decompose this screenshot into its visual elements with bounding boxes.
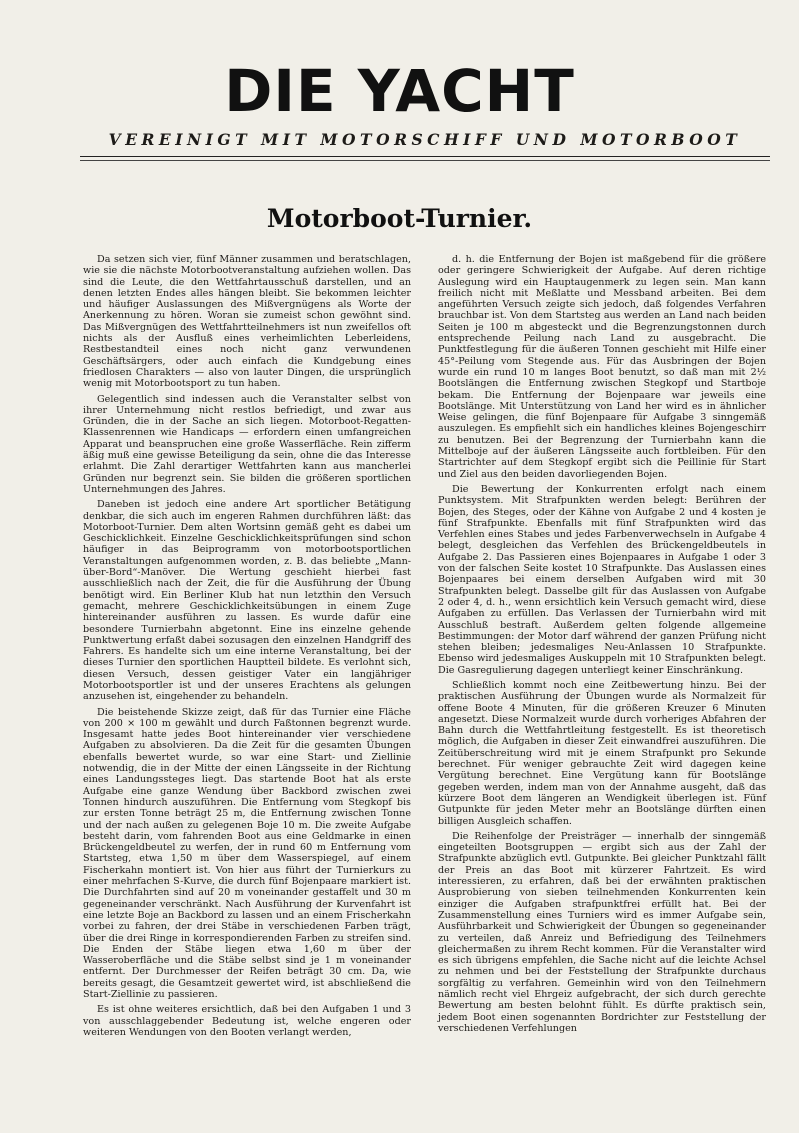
article-title: Motorboot-Turnier. xyxy=(266,204,533,233)
paragraph: Daneben ist jedoch eine andere Art sportlicher Betätigung denkbar, die sich auch im engeren Rahmen durchführen läßt: das Motorboot-Turnier. Dem alten Wortsinn gemäß geht es dabei um Geschicklichkeit. Einzelne Geschicklichkeitsprüfungen sind schon häufiger in das Beiprogramm von motorbootsportlichen Veranstaltungen aufgenommen worden, z. B. das beliebte „Mann-über-Bord“-Manöver. Die Wertung geschieht hierbei fast ausschließlich nach der Zeit, die für die Ausführung der Übung benötigt wird. Ein Berliner Klub hat nun letzthin den Versuch gemacht, mehrere Geschicklichkeitsübungen in einem Zuge hintereinander ausführen zu lassen. Es wurde dafür eine besondere Turnierbahn abgetonnt. Eine ins einzelne gehende Punktwertung erfaßt dabei sozusagen den einzelnen Handgriff des Fahrers. Es handelte sich um eine interne Veranstaltung, bei der dieses Turnier den sportlichen Hauptteil bildete. Es verlohnt sich, diesen Versuch, dessen geistiger Vater ein langjähriger Motorbootsportler ist und der unseres Erachtens als gelungen anzusehen ist, eingehender zu behandeln. xyxy=(83,499,411,703)
paragraph: d. h. die Entfernung der Bojen ist maßgebend für die größere oder geringere Schwierigkeit der Aufgabe. Auf deren richtige Auslegung wird ein Hauptaugenmerk zu legen sein. Man kann freilich nicht mit Meßlatte und Messband arbeiten. Bei dem angeführten Versuch zeigte sich jedoch, daß folgendes Verfahren brauchbar ist. Von dem Startsteg aus werden an Land nach beiden Seiten je 100 m abgesteckt und die Begrenzungstonnen durch entsprechende Peilung nach Land zu ausgebracht. Die Punktfestlegung für die äußeren Tonnen geschieht mit Hilfe einer 45°-Peilung vom Stegende aus. Für das Ausbringen der Bojen wurde ein rund 10 m langes Boot benutzt, so daß man mit 2½ Bootslängen die Entfernung zwischen Stegkopf und Startboje bekam. Die Entfernung der Bojenpaare war jeweils eine Bootslänge. Mit Unterstützung von Land her wird es in ähnlicher Weise gelingen, die fünf Bojenpaare für Aufgabe 3 sinngemäß auszulegen. Es empfiehlt sich ein handliches kleines Bojengeschirr zu benutzen. Bei der Begrenzung der Turnierbahn kann die Mittelboje auf der äußeren Längsseite auch fortbleiben. Für den Startrichter auf dem Stegkopf ergibt sich die Peillinie für Start und Ziel aus den beiden davorliegenden Bojen. xyxy=(438,254,766,480)
paragraph: Da setzen sich vier, fünf Männer zusammen und beratschlagen, wie sie die nächste Motorbootveranstaltung aufziehen wollen. Das sind die Leute, die den Wettfahrtausschuß darstellen, und an denen letzten Endes alles hängen bleibt. Sie bekommen leichter und häufiger Auslassungen des Mißvergnügens als Worte der Anerkennung zu hören. Woran sie zumeist schon gewöhnt sind. Das Mißvergnügen des Wettfahrtteilnehmers ist nun zweifellos oft nichts als der Ausfluß eines verheimlichten Leberleidens, Restbestandteil eines noch nicht ganz verwundenen Geschäftsärgers, oder auch einfach die Kundgebung eines friedlosen Charakters — also von lauter Dingen, die ursprünglich wenig mit Motorbootsport zu tun haben. xyxy=(83,254,411,390)
right-column xyxy=(438,254,766,1038)
masthead-rule-thin xyxy=(80,160,770,161)
masthead-rule xyxy=(80,156,770,157)
left-column xyxy=(83,254,411,1042)
paragraph: Die Reihenfolge der Preisträger — innerhalb der sinngemäß eingeteilten Bootsgruppen — ergibt sich aus der Zahl der Strafpunkte abzüglich evtl. Gutpunkte. Bei gleicher Punktzahl fällt der Preis an das Boot mit kürzerer Fahrtzeit. Es wird interessieren, zu erfahren, daß bei der erwähnten praktischen Ausprobierung von sieben teilnehmenden Konkurrenten kein einziger die Aufgaben strafpunktfrei erfüllt hat. Bei der Zusammenstellung eines Turniers wird es immer Aufgabe sein, Ausführbarkeit und Schwierigkeit der Übungen so gegeneinander zu verteilen, daß Anreiz und Befriedigung des Teilnehmers gleichermaßen zu ihrem Recht kommen. Für die Veranstalter wird es sich übrigens empfehlen, die Sache nicht auf die leichte Achsel zu nehmen und bei der Feststellung der Strafpunkte durchaus sorgfältig zu verfahren. Gemeinhin wird von den Teilnehmern nämlich recht viel Ehrgeiz aufgebracht, der sich durch gerechte Bewertung am besten belohnt fühlt. Es dürfte praktisch sein, jedem Boot einen sogenannten Bordrichter zur Feststellung der verschiedenen Verfehlungen xyxy=(438,830,766,1034)
masthead-subtitle: VEREINIGT MIT MOTORSCHIFF UND MOTORBOOT xyxy=(108,130,742,149)
paragraph: Die Bewertung der Konkurrenten erfolgt nach einem Punktsystem. Mit Strafpunkten werden belegt: Berühren der Bojen, des Steges, oder der Kähne von Aufgabe 2 und 4 kosten je fünf Strafpunkte. Ebenfalls mit fünf Strafpunkten wird das Verfehlen eines Stabes und jedes Farbenverwechseln in Aufgabe 4 belegt, desgleichen das Verfehlen des Brückengeldbeutels in Aufgabe 2. Das Passieren eines Bojenpaares in Aufgabe 1 oder 3 von der falschen Seite kostet 10 Strafpunkte. Das Auslassen eines Bojenpaares bei einem derselben Aufgaben wird mit 30 Strafpunkten belegt. Dasselbe gilt für das Auslassen von Aufgabe 2 oder 4, d. h., wenn ersichtlich kein Versuch gemacht wird, diese Aufgaben zu erfüllen. Das Verlassen der Turnierbahn wird mit Ausschluß bestraft. Außerdem gelten folgende allgemeine Bestimmungen: der Motor darf während der ganzen Prüfung nicht stehen bleiben; jedesmaliges Neu-Anlassen 10 Strafpunkte. Ebenso wird jedesmaliges Auskuppeln mit 10 Strafpunkten belegt. Die Gasregulierung dagegen unterliegt keiner Einschränkung. xyxy=(438,483,766,676)
paragraph: Es ist ohne weiteres ersichtlich, daß bei den Aufgaben 1 und 3 von ausschlaggebender Bedeutung ist, welche engeren oder weiteren Wendungen von den Booten verlangt werden, xyxy=(83,1004,411,1038)
paragraph: Die beistehende Skizze zeigt, daß für das Turnier eine Fläche von 200 × 100 m gewählt und durch Faßtonnen begrenzt wurde. Insgesamt hatte jedes Boot hintereinander vier verschiedene Aufgaben zu absolvieren. Da die Zeit für die gesamten Übungen ebenfalls bewertet wurde, so war eine Start- und Ziellinie notwendig, die in der Mitte der einen Längsseite in der Richtung eines Landungssteges liegt. Das startende Boot hat als erste Aufgabe eine ganze Wendung über Backbord zwischen zwei Tonnen hindurch auszuführen. Die Entfernung vom Stegkopf bis zur ersten Tonne beträgt 25 m, die Entfernung zwischen Tonne und der nach außen zu gelegenen Boje 10 m. Die zweite Aufgabe besteht darin, vom fahrenden Boot aus eine Geldmarke in einen Brückengeldbeutel zu werfen, der in rund 60 m Entfernung vom Startsteg, etwa 1,50 m über dem Wasserspiegel, auf einem Fischerkahn montiert ist. Von hier aus führt der Turnierkurs zu einer mehrfachen S-Kurve, die durch fünf Bojenpaare markiert ist. Die Durchfahrten sind auf 20 m voneinander gestaffelt und 30 m gegeneinander verschränkt. Nach Ausführung der Kurvenfahrt ist eine letzte Boje an Backbord zu lassen und an einem Frischerkahn vorbei zu fahren, der drei Stäbe in verschiedenen Farben trägt, über die drei Ringe in korrespondierenden Farben zu streifen sind. Die Enden der Stäbe liegen etwa 1,60 m über der Wasseroberfläche und die Stäbe selbst sind je 1 m voneinander entfernt. Der Durchmesser der Reifen beträgt 30 cm. Da, wie bereits gesagt, die Gesamtzeit gewertet wird, ist abschließend die Start-Ziellinie zu passieren. xyxy=(83,706,411,1000)
paragraph: Gelegentlich sind indessen auch die Veranstalter selbst von ihrer Unternehmung nicht restlos befriedigt, und zwar aus Gründen, die in der Sache an sich liegen. Motorboot-Regatten-Klassenrennen wie Handicaps — erfordern einen umfangreichen Apparat und beanspruchen eine große Wasserfläche. Rein zifferm​äßig muß eine gewisse Beteiligung da sein, ohne die das Interesse erlahmt. Die Zahl derartiger Wettfahrten kann aus mancherlei Gründen nur begrenzt sein. Sie bilden die größeren sportlichen Unternehmungen des Jahres. xyxy=(83,393,411,495)
masthead-title: DIE YACHT xyxy=(224,57,575,125)
paragraph: Schließlich kommt noch eine Zeitbewertung hinzu. Bei der praktischen Ausführung der Übungen wurde als Normalzeit für offene Boote 4 Minuten, für die größeren Kreuzer 6 Minuten angesetzt. Diese Normalzeit wurde durch vorheriges Abfahren der Bahn durch die Wettfahrtleitung festgestellt. Es ist theoretisch möglich, die Aufgaben in dieser Zeit einwandfrei auszuführen. Die Zeitüberschreitung wird mit je einem Strafpunkt pro Sekunde berechnet. Für weniger gebrauchte Zeit wird dagegen keine Vergütung berechnet. Eine Vergütung kann für Bootslänge gegeben werden, indem man von der Annahme ausgeht, daß das kürzere Boot dem längeren an Wendigkeit überlegen ist. Fünf Gutpunkte für jeden Meter mehr an Bootslänge dürften einen billigen Ausgleich schaffen. xyxy=(438,679,766,827)
